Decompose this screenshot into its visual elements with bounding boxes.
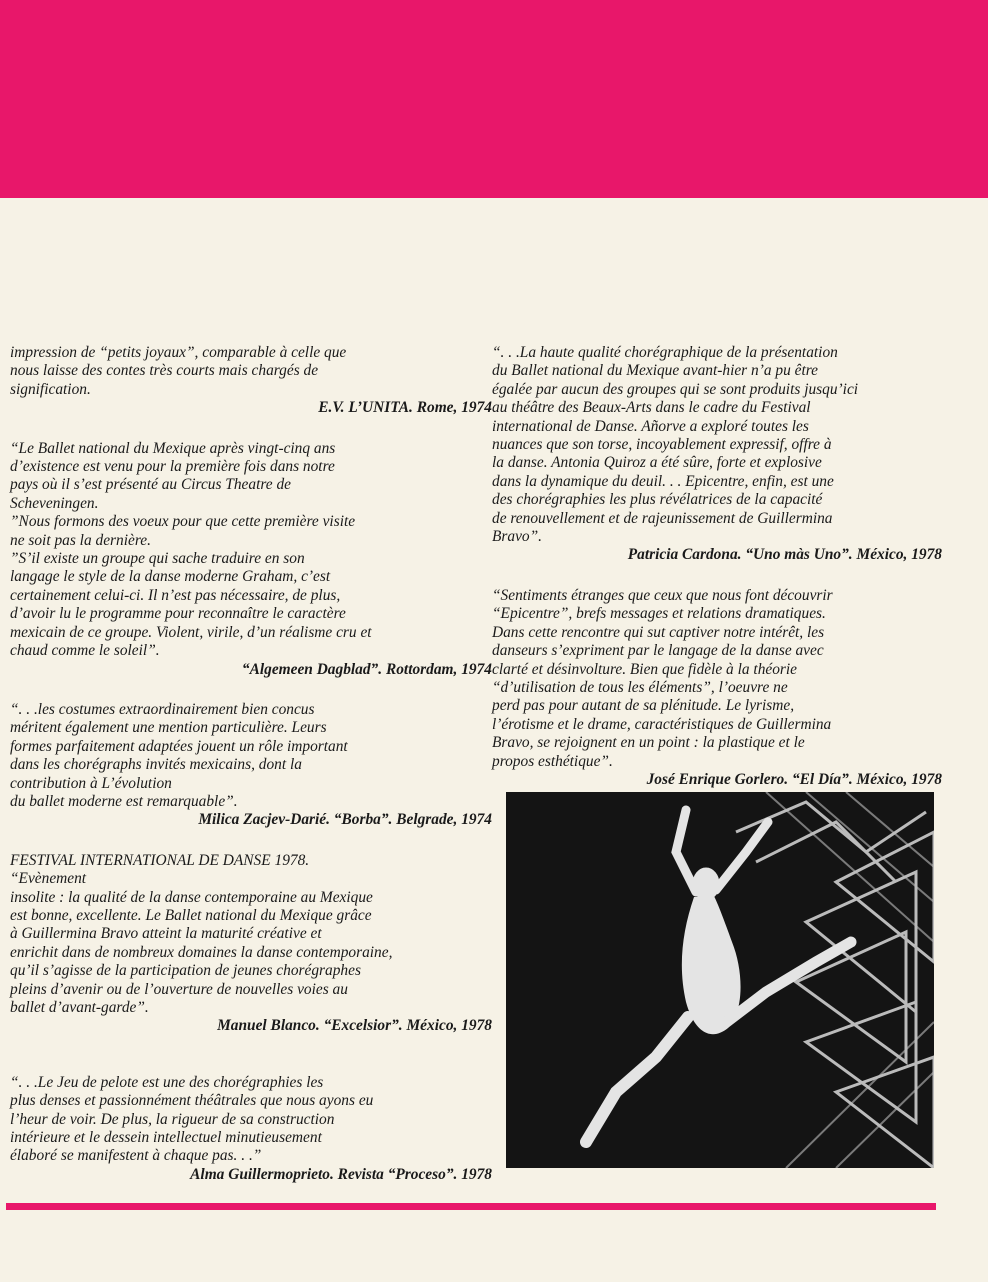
press-quote-borba — [10, 701, 492, 830]
quote-line: danseurs s’expriment par le langage de la danse avec — [492, 642, 824, 660]
quote-line: la danse. Antonia Quiroz a été sûre, forte et explosive — [492, 454, 822, 472]
quote-line: ”S’il existe un groupe qui sache traduire en son — [10, 550, 305, 568]
quote-source: Milica Zacjev-Darié. “Borba”. Belgrade, 1974 — [198, 811, 492, 829]
quote-line: ballet d’avant-garde”. — [10, 999, 149, 1016]
quote-line: d’avoir lu le programme pour reconnaître le caractère — [10, 605, 346, 623]
quote-line: mexicain de ce groupe. Violent, virile, d’un réalisme cru et — [10, 623, 372, 641]
press-quote-uno-mas-uno — [492, 344, 942, 565]
quote-line: contribution à L’évolution — [10, 774, 172, 792]
quote-line: Dans cette rencontre qui sut captiver notre intérêt, les — [492, 623, 825, 641]
quote-line: des chorégraphies les plus révélatrices de la capacité — [492, 491, 823, 509]
quote-source: Manuel Blanco. “Excelsior”. México, 1978 — [217, 1017, 492, 1035]
quote-line: “Sentiments étranges que ceux que nous font découvrir — [492, 586, 833, 604]
press-quote-unita — [10, 344, 492, 418]
quote-line: du Ballet national du Mexique avant-hier n’a pu être — [492, 362, 818, 380]
quote-line: certainement celui-ci. Il n’est pas nécessaire, de plus, — [10, 586, 341, 604]
dancer-leaping-photo — [506, 792, 934, 1168]
quote-line: l’érotisme et le drame, caractéristiques de Guillermina — [492, 715, 832, 733]
quote-source: Patricia Cardona. “Uno màs Uno”. México, 1978 — [627, 546, 942, 564]
quote-line: enrichit dans de nombreux domaines la danse contemporaine, — [10, 943, 393, 961]
quote-line: pleins d’avenir ou de l’ouverture de nouvelles voies au — [10, 980, 348, 998]
quote-line: ”Nous formons des voeux pour que cette première visite — [10, 513, 356, 531]
quote-line: clarté et désinvolture. Bien que fidèle à la théorie — [492, 660, 798, 678]
quote-line: au théâtre des Beaux-Arts dans le cadre du Festival — [492, 399, 811, 417]
quote-source: José Enrique Gorlero. “El Día”. México, 1978 — [646, 770, 942, 788]
quote-line: à Guillermina Bravo atteint la maturité créative et — [10, 925, 322, 943]
quote-line: “Le Ballet national du Mexique après vingt-cinq ans — [10, 439, 336, 457]
quote-line: pays où il s’est présenté au Circus Theatre de — [10, 476, 291, 494]
quote-line: Scheveningen. — [10, 494, 99, 512]
quote-line: est bonne, excellente. Le Ballet national du Mexique grâce — [10, 906, 372, 924]
left-column — [10, 344, 492, 1192]
press-quote-algemeen-dagblad — [10, 440, 492, 679]
quote-line: d’existence est venu pour la première fois dans notre — [10, 458, 335, 476]
quote-line: du ballet moderne est remarquable”. — [10, 792, 238, 810]
quote-line: chaud comme le soleil”. — [10, 642, 160, 660]
quote-line: de renouvellement et de rajeunissement de Guillermina — [492, 509, 833, 527]
quote-line: insolite : la qualité de la danse contemporaine au Mexique — [10, 888, 373, 906]
quote-line: dans les chorégraphs invités mexicains, dont la — [10, 756, 302, 774]
quote-line: “. . .les costumes extraordinairement bien concus — [10, 700, 315, 718]
quote-line: perd pas pour autant de sa plénitude. Le lyrisme, — [492, 697, 795, 715]
quote-line: méritent également une mention particulière. Leurs — [10, 719, 327, 737]
quote-line: langage le style de la danse moderne Graham, c’est — [10, 568, 331, 586]
quote-line: FESTIVAL INTERNATIONAL DE DANSE 1978. — [10, 851, 310, 869]
quote-source: “Algemeen Dagblad”. Rottordam, 1974 — [241, 660, 492, 678]
press-quote-el-dia — [492, 587, 942, 789]
magenta-header-banner — [0, 0, 988, 198]
quote-line: international de Danse. Añorve a exploré toutes les — [492, 417, 809, 435]
quote-line: “. . .La haute qualité chorégraphique de la présentation — [492, 344, 838, 361]
quote-line: l’heur de voir. De plus, la rigueur de sa construction — [10, 1110, 335, 1128]
quote-line: “d’utilisation de tous les éléments”, l’oeuvre ne — [492, 678, 788, 696]
right-column — [492, 344, 942, 797]
quote-line: égalée par aucun des groupes qui se sont produits jusqu’ici — [492, 380, 859, 398]
quote-line: plus denses et passionnément théâtrales que nous ayons eu — [10, 1092, 374, 1110]
quote-line: Bravo”. — [492, 528, 543, 546]
quote-line: signification. — [10, 380, 91, 398]
quote-source: Alma Guillermoprieto. Revista “Proceso”. 1978 — [190, 1165, 492, 1183]
quote-line: nous laisse des contes très courts mais chargés de — [10, 362, 319, 380]
magenta-footer-rule — [6, 1203, 936, 1210]
quote-line: nuances que son torse, incoyablement expressif, offre à — [492, 436, 832, 454]
quote-source: E.V. L’UNITA. Rome, 1974 — [318, 399, 492, 417]
quote-line: ne soit pas la dernière. — [10, 531, 151, 549]
quote-line: impression de “petits joyaux”, comparable à celle que — [10, 344, 347, 361]
press-quote-proceso — [10, 1074, 492, 1184]
quote-line: Bravo, se rejoignent en un point : la plastique et le — [492, 734, 805, 752]
quote-line: formes parfaitement adaptées jouent un rôle important — [10, 737, 348, 755]
quote-line: “Evènement — [10, 870, 87, 888]
quote-line: propos esthétique”. — [492, 752, 613, 770]
quote-line: intérieure et le dessein intellectuel minutieusement — [10, 1129, 322, 1147]
quote-line: dans la dynamique du deuil. . . Epicentre, enfin, est une — [492, 472, 834, 490]
quote-line: “. . .Le Jeu de pelote est une des chorégraphies les — [10, 1073, 324, 1091]
quote-line: “Epicentre”, brefs messages et relations dramatiques. — [492, 605, 826, 623]
quote-line: élaboré se manifestent à chaque pas. . .” — [10, 1147, 262, 1165]
press-quote-excelsior — [10, 852, 492, 1036]
quote-line: qu’il s’agisse de la participation de jeunes chorégraphes — [10, 962, 361, 980]
